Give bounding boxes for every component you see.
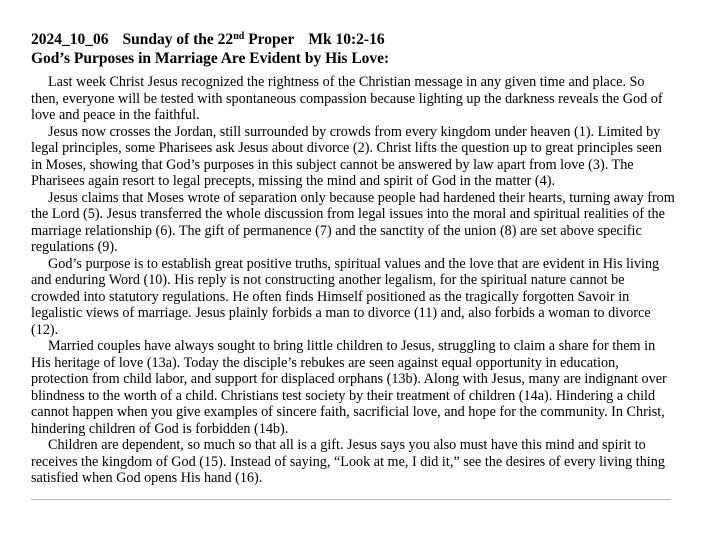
footer-divider [31, 499, 671, 500]
paragraph-6: Children are dependent, so much so that all is a gift. Jesus says you also must have this mind and spirit to receives the kingdom of God (15). Instead of saying, “Look at me, I did it,” see the desires of every living thing satisfied when God opens His hand (16). [31, 437, 665, 486]
paragraph-3: Jesus claims that Moses wrote of separation only because people had hardened their hearts, turning away from the Lord (5). Jesus transferred the whole discussion from legal issues into the moral and spiritual realities of the marriage relationship (6). The gift of permanence (7) and the sanctity of the union (8) are set above specific regulations (9). [31, 189, 675, 255]
paragraph-4: God’s purpose is to establish great positive truths, spiritual values and the love that are evident in His living and enduring Word (10). His reply is not constructing another legalism, for the spiritual nature cannot be crowded into statutory regulations. He often finds Himself positioned as the tragically forgotten Savoir in legalistic views of marriage. Jesus plainly forbids a man to divorce (11) and, also forbids a woman to divorce (12). [31, 255, 660, 338]
document-header [31, 30, 676, 68]
liturgical-day: Sunday of the 22nd Proper [122, 31, 295, 48]
header-line [31, 30, 676, 49]
ordinal-suffix: nd [233, 31, 245, 42]
sermon-title: God’s Purposes in Marriage Are Evident by His Love: [31, 50, 390, 67]
paragraph-1: Last week Christ Jesus recognized the rightness of the Christian message in any given time and place. So then, everyone will be tested with spontaneous compassion because lighting up the darkness reveals the God of love and peace in the faithful. [31, 74, 663, 123]
paragraph-5: Married couples have always sought to bring little children to Jesus, struggling to claim a share for them in His heritage of love (13a). Today the disciple’s rebukes are seen against equal opportunity in education, protection from child labor, and support for displaced orphans (13b). Along with Jesus, many are indignant over blindness to the worth of a child. Christians test society by their treatment of children (14a). Hindering a child cannot happen when you give examples of sincere faith, sacrificial love, and hope for the community. In Christ, hindering children of God is forbidden (14b). [31, 338, 667, 437]
paragraph-2: Jesus now crosses the Jordan, still surrounded by crowds from every kingdom under heaven (1). Limited by legal principles, some Pharisees ask Jesus about divorce (2). Christ lifts the question up to great principles seen in Moses, showing that God’s purposes in this subject cannot be answered by law apart from love (3). The Pharisees again resort to legal precepts, missing the mind and spirit of God in the matter (4). [31, 123, 662, 189]
sermon-body [31, 74, 676, 487]
document-page [31, 30, 676, 487]
service-date: 2024_10_06 [31, 31, 109, 48]
scripture-reference: Mk 10:2-16 [308, 31, 385, 48]
